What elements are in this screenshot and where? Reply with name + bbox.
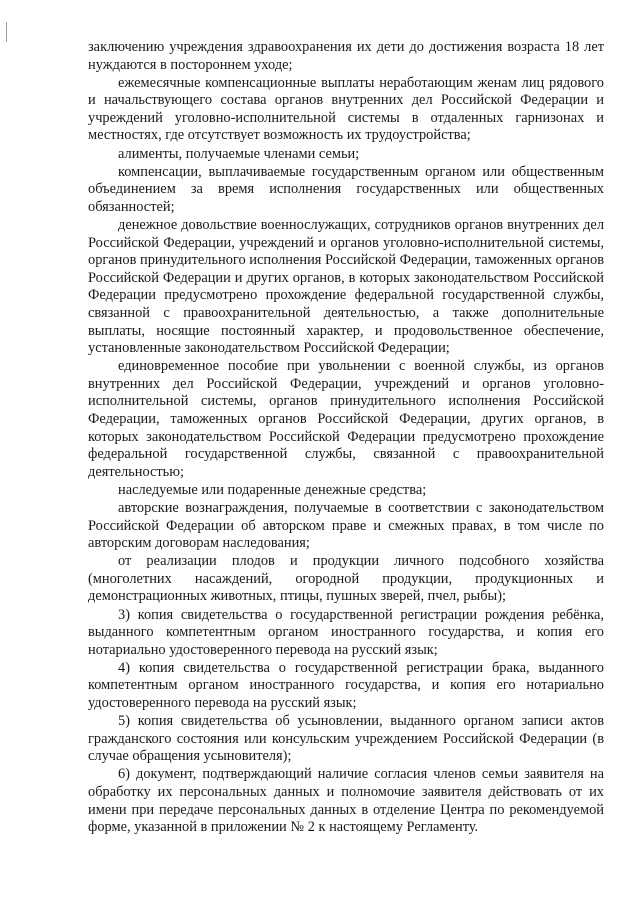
- paragraph-alimony: алименты, получаемые членами семьи;: [118, 145, 360, 162]
- paragraph-household-produce: от реализации плодов и продукции личного подсобного хозяйства (многолетних насаждений, огородной продукции, продукционных и демонстрационных животных, птицы, пушных зверей, пчел, рыбы);: [88, 553, 604, 605]
- paragraph-lump-sum-benefit: единовременное пособие при увольнении с военной службы, из органов внутренних дел Российской Федерации, учреждений и органов уголовно-исполнительной системы, органов принудительного исполнения Российской Федерации, таможенных органов Российской Федерации, других органов, в которых законодательством Российской Федерации предусмотрено прохождение федеральной государственной службы, связанной с правоохранительной деятельностью;: [88, 358, 604, 480]
- paragraph-continuation: заключению учреждения здравоохранения их дети до достижения возраста 18 лет нуждаются в постороннем уходе;: [88, 39, 604, 73]
- paragraph-item-6: 6) документ, подтверждающий наличие согласия членов семьи заявителя на обработку их персональных данных и полномочие заявителя действовать от их имени при передаче персональных данных в отделение Центра по рекомендуемой форме, указанной в приложении № 2 к настоящему Регламенту.: [88, 766, 604, 836]
- scan-edge-mark: [6, 22, 7, 42]
- paragraph-item-3: 3) копия свидетельства о государственной регистрации рождения ребёнка, выданного компетентным органом иностранного государства, и копия его нотариально удостоверенного перевода на русский язык;: [88, 606, 604, 658]
- paragraph-royalties: авторские вознаграждения, получаемые в соответствии с законодательством Российской Федерации об авторском праве и смежных правах, в том числе по авторским договорам наследования;: [88, 499, 604, 552]
- document-body: [88, 39, 604, 837]
- paragraph-monetary-allowance: денежное довольствие военнослужащих, сотрудников органов внутренних дел Российской Федерации, учреждений и органов уголовно-исполнительной системы, органов принудительного исполнения Российской Федерации, таможенных органов Российской Федерации и других органов, в которых законодательством Российской Федерации предусмотрено прохождение федеральной государственной службы, связанной с правоохранительной деятельностью, а также дополнительные выплаты, носящие постоянный характер, и продовольственное обеспечение, установленные законодательством Российской Федерации;: [88, 216, 604, 357]
- paragraph-compensations: компенсации, выплачиваемые государственным органом или общественным объединением за время исполнения государственных или общественных обязанностей;: [88, 163, 604, 215]
- paragraph-compensation-wives: ежемесячные компенсационные выплаты неработающим женам лиц рядового и начальствующего состава органов внутренних дел Российской Федерации и учреждений уголовно-исполнительной системы в отдаленных гарнизонах и местностях, где отсутствует возможность их трудоустройства;: [88, 74, 604, 144]
- paragraph-item-5: 5) копия свидетельства об усыновлении, выданного органом записи актов гражданского состояния или консульским учреждением Российской Федерации (в случае обращения усыновителя);: [88, 713, 604, 765]
- paragraph-item-4: 4) копия свидетельства о государственной регистрации брака, выданного компетентным органом иностранного государства, и копия его нотариально удостоверенного перевода на русский язык;: [88, 659, 604, 711]
- paragraph-inherited-funds: наследуемые или подаренные денежные средства;: [118, 481, 427, 498]
